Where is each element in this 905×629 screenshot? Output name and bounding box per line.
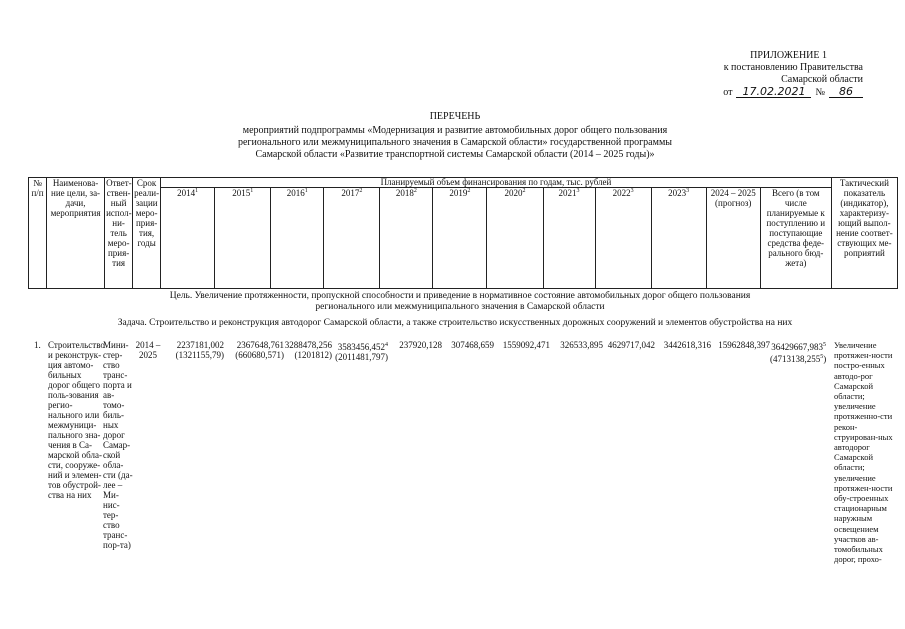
year-header: 2015$^1$: [215, 188, 271, 289]
col-forecast-header: 2024 – 2025 (прогноз): [706, 188, 760, 289]
value-2022: 4629717,042: [607, 340, 655, 350]
from-label: от: [723, 87, 733, 98]
col-indicator-header: Тактический показатель (индикатор), характеризу-ющий выпол-нение соответ-ствующих ме-роприятий: [831, 178, 897, 289]
year-header: 2019$^2$: [433, 188, 487, 289]
handwritten-number: 86: [829, 86, 863, 98]
value-2023: 3442618,316: [663, 340, 711, 350]
handwritten-date: 17.02.2021: [736, 86, 811, 98]
document-title: [150, 111, 760, 161]
title-line-1: мероприятий подпрограммы «Модернизация и развитие автомобильных дорог общего пользования: [242, 125, 668, 136]
col-term-header: Срок реали-зации меро-прия-тия, годы: [133, 178, 161, 289]
year-header: 2018$^2$: [380, 188, 433, 289]
row-indicator: Увеличение протяжен-ности постро-енных автодо-рог Самарской области; увеличение протяженно-сти рекон-струирован-ных автодорог Самарской области; увеличение протяжен-ности обу-строенных стационарным наружным освещением участков ав-томобильных дорог, прохо-: [834, 340, 893, 565]
row-name: Строительство и реконструк-ция автомо-бильных дорог общего поль-зования регио-нального или межмуници-пального зна-чения в Са-марской обла-сти, сооруже-ний и элемен-тов обустрой-ства на них: [48, 340, 105, 500]
appendix-signature-line: [673, 86, 863, 99]
value-2014: 2237181,002 (1321155,79): [175, 340, 224, 360]
year-header: 2017$^2$: [324, 188, 380, 289]
col-total-header: Всего (в том числе планируемые к поступлению и поступающие средства феде-рального бюд-жета): [760, 188, 831, 289]
value-2015: 2367648,761 (660680,571): [235, 340, 284, 360]
appendix-header: [673, 50, 863, 99]
value-total: 36429667,983$^5$ (4713138,255$^5$): [770, 342, 827, 364]
year-header: 2022$^3$: [595, 188, 651, 289]
appendix-line3: Самарской области: [781, 74, 863, 85]
year-header: 2020$^2$: [487, 188, 543, 289]
col-name-header: Наименова-ние цели, за-дачи, мероприятия: [47, 178, 105, 289]
col-num-header: № п/п: [29, 178, 47, 289]
col-resp-header: Ответ-ствен-ный испол-ни-тель меро-прия-тия: [105, 178, 133, 289]
value-2019: 307468,659: [451, 340, 494, 350]
row-term: 2014 – 2025: [135, 340, 161, 360]
title-heading: ПЕРЕЧЕНЬ: [429, 111, 481, 122]
appendix-title: ПРИЛОЖЕНИЕ 1: [750, 50, 827, 61]
year-header: 2021$^3$: [543, 188, 595, 289]
row-responsible: Мини-стер-ство транс-порта и ав-томо-биль-ных дорог Самар-ской обла-сти (да-лее – Ми-нис-тер-ство транс-пор-та): [103, 340, 133, 550]
task-text: Задача. Строительство и реконструкция автодорог Самарской области, а также строительство искусственных дорожных сооружений и элементов обустройства на них: [117, 318, 793, 328]
number-label: №: [815, 87, 825, 98]
row-number: 1.: [34, 340, 41, 350]
goal-text: Цель. Увеличение протяженности, пропускной способности и приведение в нормативное состояние автомобильных дорог общего пользования регионального или межмуниципального значения в Самарской области: [169, 291, 751, 312]
year-header: 2016$^1$: [271, 188, 324, 289]
appendix-line2: к постановлению Правительства: [723, 62, 863, 73]
value-2016: 3288478,256 (1201812): [284, 340, 332, 360]
title-line-3: Самарской области «Развитие транспортной системы Самарской области (2014 – 2025 годы)»: [255, 149, 655, 160]
value-2017: 3583456,452$^4$ (2011481,797): [335, 342, 388, 362]
value-2021: 326533,895: [560, 340, 603, 350]
year-header: 2023$^3$: [651, 188, 706, 289]
value-forecast: 15962848,397: [718, 340, 770, 350]
value-2020: 1559092,471: [502, 340, 550, 350]
col-plan-header: Планируемый объем финансирования по годам, тыс. рублей: [161, 178, 832, 188]
title-line-2: регионального или межмуниципального значения в Самарской области» государственной программы: [237, 137, 672, 148]
value-2018: 237920,128: [399, 340, 442, 350]
header-table: [28, 177, 898, 289]
year-header: 2014$^1$: [161, 188, 215, 289]
